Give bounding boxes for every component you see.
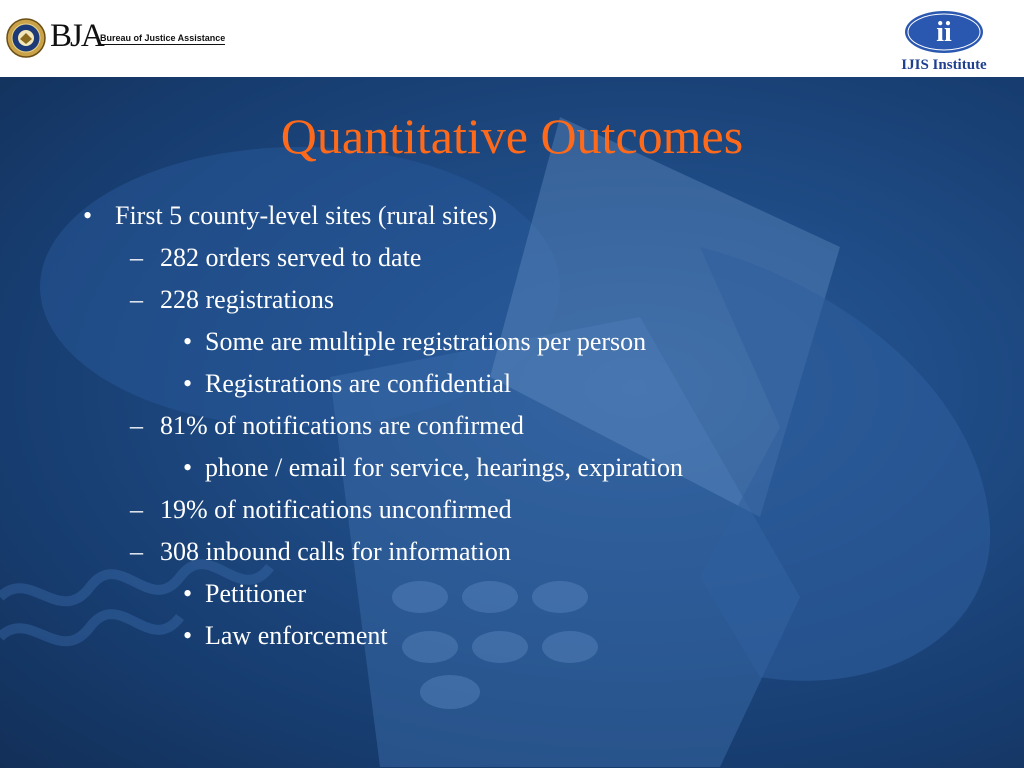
logo-band [0,0,1024,77]
bullet-item [183,326,646,358]
bullet-item [130,284,334,316]
bullet-marker: – [130,537,143,566]
doj-seal-icon [6,18,46,58]
bullet-marker: • [183,327,193,356]
bullet-marker: – [130,495,143,524]
bullet-text: phone / email for service, hearings, expiration [205,453,683,482]
bullet-item [130,410,524,442]
bullet-marker: • [183,579,193,608]
ijis-logo-icon [904,10,984,54]
bullet-marker: – [130,285,143,314]
bullet-item [130,242,421,274]
bullet-text: 228 registrations [160,285,335,314]
ijis-logo-text: ii [936,17,952,48]
bullet-marker: • [183,453,193,482]
bullet-marker: • [83,201,93,230]
bullet-marker: – [130,243,143,272]
bullet-item [130,494,512,526]
bullet-text: 282 orders served to date [160,243,422,272]
bullet-text: Petitioner [205,579,307,608]
bja-logo-mark: BJA [50,18,103,54]
bullet-marker: – [130,411,143,440]
bullet-item [83,200,497,232]
bullet-marker: • [183,369,193,398]
ijis-name: IJIS Institute [901,57,987,73]
bullet-item [130,536,511,568]
bullet-marker: • [183,621,193,650]
bja-name: Bureau of Justice Assistance [100,33,226,43]
bullet-text: Some are multiple registrations per person [205,327,647,356]
slide-title: Quantitative Outcomes [280,108,744,164]
bullet-text: Law enforcement [205,621,388,650]
bullet-text: First 5 county-level sites (rural sites) [115,201,497,230]
bullet-text: 81% of notifications are confirmed [160,411,524,440]
bullet-item [183,620,388,652]
bullet-text: 308 inbound calls for information [160,537,511,566]
bullet-item [183,368,511,400]
bullet-text: 19% of notifications unconfirmed [160,495,512,524]
bullet-item [183,452,683,484]
bullet-item [183,578,306,610]
bullet-text: Registrations are confidential [205,369,512,398]
